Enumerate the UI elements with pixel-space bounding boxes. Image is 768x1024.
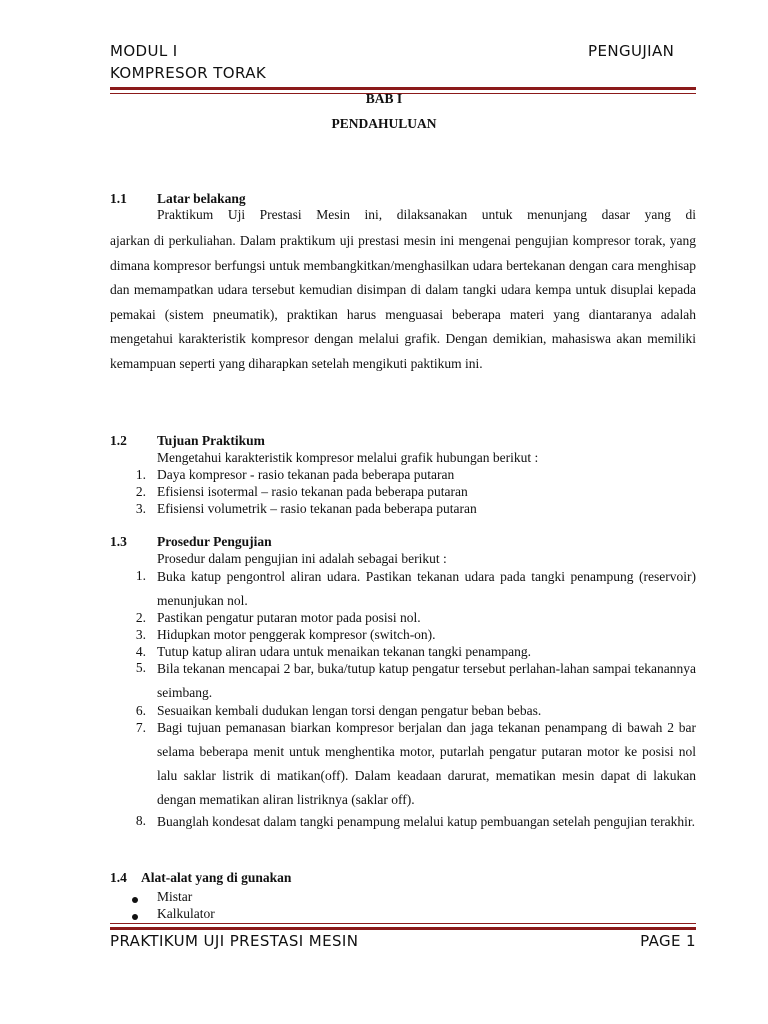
section-1-3-number: 1.3 [110, 534, 127, 549]
list-item: Efisiensi isotermal – rasio tekanan pada beberapa putaran [157, 484, 468, 499]
section-1-2-number: 1.2 [110, 433, 127, 448]
list-number: 4. [135, 644, 146, 659]
list-number: 1. [135, 467, 146, 482]
list-number: 7. [135, 720, 146, 735]
chapter-title: PENDAHULUAN [331, 116, 437, 131]
list-number: 8. [135, 813, 146, 828]
section-1-1-first-line: Praktikum Uji Prestasi Mesin ini, dilaksanakan untuk menunjang dasar yang di [157, 207, 696, 222]
list-number: 5. [135, 660, 146, 675]
section-1-1-number: 1.1 [110, 191, 127, 206]
list-number: 2. [135, 610, 146, 625]
section-1-4-title: Alat-alat yang di gunakan [141, 870, 292, 885]
page-number: PAGE 1 [640, 932, 696, 950]
list-number: 2. [135, 484, 146, 499]
list-number: 1. [135, 568, 146, 583]
header-subject: KOMPRESOR TORAK [110, 64, 267, 82]
list-item: Pastikan pengatur putaran motor pada posisi nol. [157, 610, 421, 625]
header-module: MODUL I [110, 42, 178, 60]
footer-course: PRAKTIKUM UJI PRESTASI MESIN [110, 932, 359, 950]
section-1-2-title: Tujuan Praktikum [157, 433, 265, 448]
bullet-dot [132, 914, 138, 920]
list-item: Hidupkan motor penggerak kompresor (switch-on). [157, 627, 436, 642]
section-1-1-paragraph: ajarkan di perkuliahan. Dalam praktikum uji prestasi mesin ini mengenai pengujian kompresor torak, yang dimana kompresor berfungsi untuk membangkitkan/menghasilkan udara bertekanan dengan cara menghisap dan memampatkan udara tersebut kemudian disimpan di dalam tangki udara kempa untuk disuplai kepada pemakai (sistem pneumatik), praktikan harus menguasai beberapa materi yang diantaranya adalah mengetahui karakteristik kompresor dengan melalui grafik. Dengan demikian, mahasiswa akan memiliki kemampuan seperti yang diharapkan setelah mengikuti paktikum ini. [110, 233, 696, 371]
section-1-4-number: 1.4 [110, 870, 127, 885]
list-item: Efisiensi volumetrik – rasio tekanan pada beberapa putaran [157, 501, 477, 516]
list-item: Kalkulator [157, 906, 215, 921]
header-topic: PENGUJIAN [588, 42, 675, 60]
section-1-3-intro: Prosedur dalam pengujian ini adalah sebagai berikut : [157, 551, 447, 566]
list-item: Bila tekanan mencapai 2 bar, buka/tutup katup pengatur tersebut perlahan-lahan sampai tekanannya seimbang. [157, 661, 696, 700]
section-1-3-title: Prosedur Pengujian [157, 534, 272, 549]
list-item: Daya kompresor - rasio tekanan pada beberapa putaran [157, 467, 455, 482]
list-number: 3. [135, 501, 146, 516]
list-number: 3. [135, 627, 146, 642]
list-item: Mistar [157, 889, 193, 904]
chapter-number: BAB I [365, 91, 403, 106]
list-item: Bagi tujuan pemanasan biarkan kompresor berjalan dan jaga tekanan penampang di bawah 2 bar selama beberapa menit untuk menghentika motor, putarlah pengatur putaran motor ke posisi nol lalu saklar listrik di matikan(off). Dalam keadaan darurat, mematikan mesin dapat di lakukan dengan mematikan aliran listriknya (saklar off). [157, 720, 696, 807]
section-1-1-title: Latar belakang [157, 191, 246, 206]
bullet-dot [132, 897, 138, 903]
section-1-2-intro: Mengetahui karakteristik kompresor melalui grafik hubungan berikut : [157, 450, 539, 465]
footer-rule-thin [110, 923, 696, 924]
header-rule-thick [110, 87, 696, 90]
list-item: Buanglah kondesat dalam tangki penampung melalui katup pembuangan setelah pengujian terakhir. [157, 814, 695, 829]
list-item: Sesuaikan kembali dudukan lengan torsi dengan pengatur beban bebas. [157, 703, 542, 718]
list-number: 6. [135, 703, 146, 718]
footer-rule-thick [110, 927, 696, 930]
list-item: Buka katup pengontrol aliran udara. Pastikan tekanan udara pada tangki penampung (reservoir) menunjukan nol. [157, 569, 696, 608]
list-item: Tutup katup aliran udara untuk menaikan tekanan tangki penampang. [157, 644, 532, 659]
section-1-1-body [110, 229, 696, 376]
